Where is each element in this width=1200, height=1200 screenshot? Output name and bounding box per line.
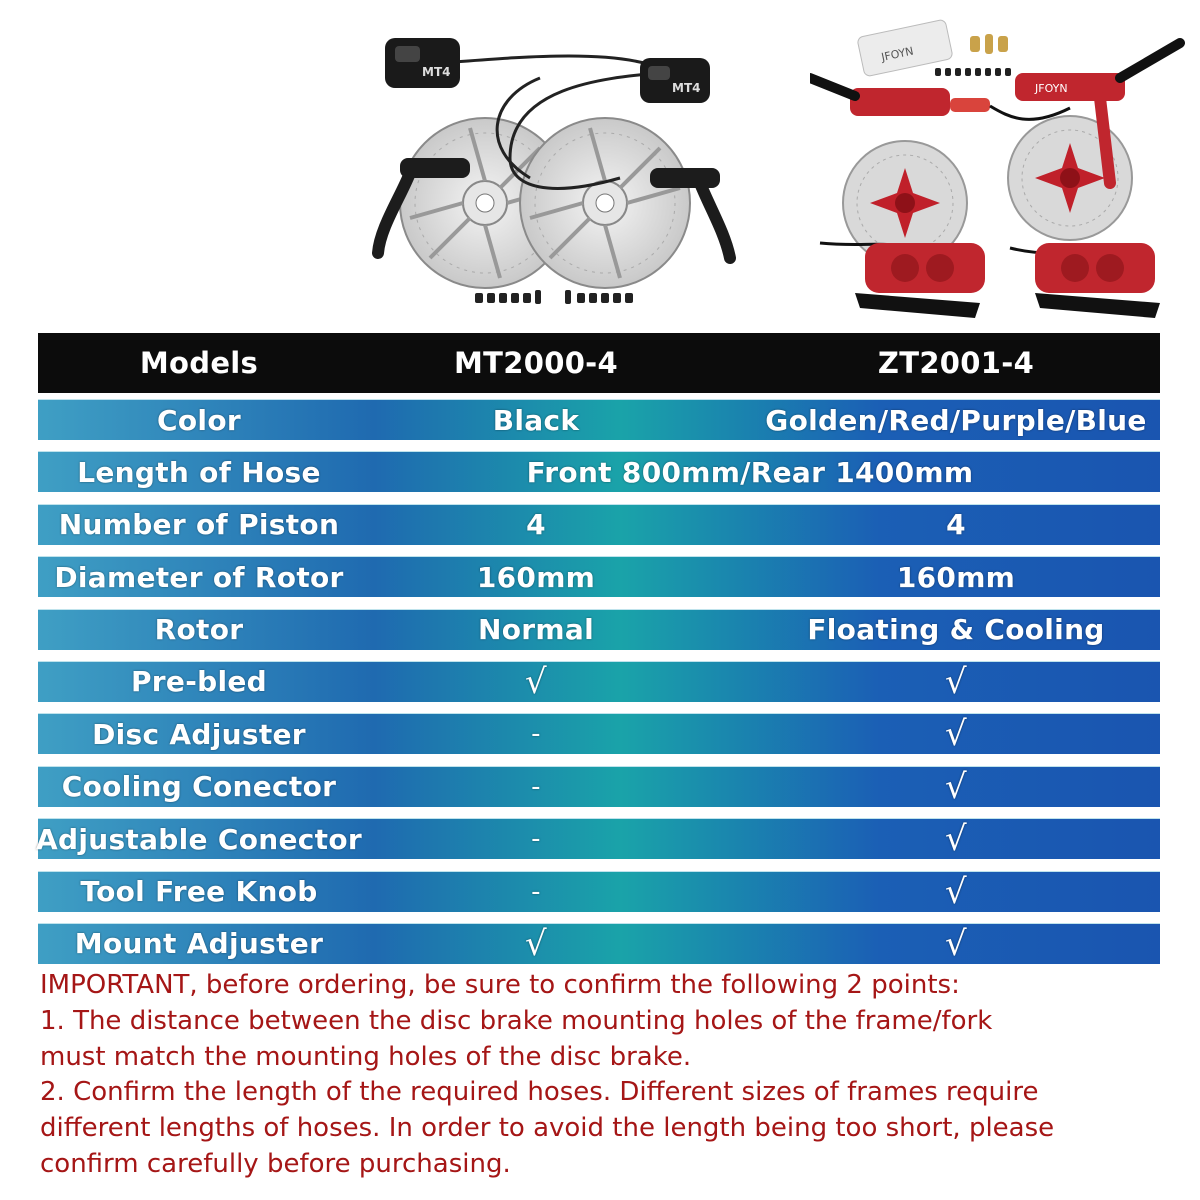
check-mark-icon: √ — [945, 871, 967, 912]
row-label: Rotor — [154, 613, 244, 647]
row-value-span: Front 800mm/Rear 1400mm — [526, 455, 974, 489]
row-value-a: Black — [492, 403, 580, 437]
check-mark-icon: √ — [525, 661, 547, 702]
row-label: Pre-bled — [130, 665, 267, 699]
dash-mark: - — [531, 719, 541, 750]
note-line: confirm carefully before purchasing. — [40, 1148, 511, 1179]
table-row — [38, 818, 1160, 859]
caliper-icon — [385, 38, 460, 88]
svg-text:MT4: MT4 — [672, 81, 701, 95]
header-model-a: MT2000-4 — [454, 346, 618, 380]
row-value-b: Golden/Red/Purple/Blue — [765, 403, 1147, 437]
note-line: IMPORTANT, before ordering, be sure to confirm the following 2 points: — [40, 970, 960, 1000]
table-row — [38, 399, 1160, 440]
row-value-a: 160mm — [476, 560, 596, 594]
row-value-b: Floating & Cooling — [807, 613, 1105, 647]
table-row — [38, 871, 1160, 912]
table-row — [38, 923, 1160, 964]
rotor-right-icon — [520, 118, 690, 288]
row-value-a: 4 — [526, 508, 546, 542]
caliper-icon — [855, 243, 985, 318]
table-row — [38, 661, 1160, 702]
bolts-icon — [475, 290, 633, 304]
important-note — [40, 968, 1170, 1183]
red-brake-set-image — [810, 18, 1185, 328]
dash-mark: - — [531, 824, 541, 855]
spec-table — [38, 333, 1160, 975]
row-label: Mount Adjuster — [74, 927, 324, 961]
note-line: 1. The distance between the disc brake mounting holes of the frame/fork — [40, 1005, 993, 1036]
row-value-b: 4 — [946, 508, 966, 542]
table-row — [38, 504, 1160, 545]
row-label: Number of Piston — [58, 508, 340, 542]
gold-fittings-icon — [970, 34, 1008, 54]
svg-text:JFOYN: JFOYN — [1035, 82, 1068, 95]
row-label: Tool Free Knob — [80, 875, 318, 909]
check-mark-icon: √ — [525, 923, 547, 964]
note-line: 2. Confirm the length of the required hoses. Different sizes of frames require — [40, 1077, 1039, 1108]
black-brake-set-image — [360, 18, 740, 318]
table-header-row — [38, 333, 1160, 393]
check-mark-icon: √ — [945, 923, 967, 964]
row-label: Diameter of Rotor — [54, 560, 344, 594]
table-row — [38, 556, 1160, 597]
row-label: Disc Adjuster — [92, 717, 306, 751]
table-row — [38, 609, 1160, 650]
row-label: Cooling Conector — [61, 770, 337, 804]
header-model-b: ZT2001-4 — [877, 346, 1035, 380]
caliper-icon — [640, 58, 710, 103]
row-label: Length of Hose — [77, 455, 321, 489]
svg-text:JFOYN: JFOYN — [880, 44, 915, 64]
row-label: Adjustable Conector — [36, 822, 363, 856]
check-mark-icon: √ — [945, 766, 967, 807]
header-label: Models — [139, 346, 259, 380]
dash-mark: - — [531, 771, 541, 802]
row-value-b: 160mm — [896, 560, 1016, 594]
note-line: must match the mounting holes of the disc brake. — [40, 1041, 692, 1072]
table-row — [38, 766, 1160, 807]
bolts-icon — [935, 68, 1011, 76]
table-row — [38, 451, 1160, 492]
brake-lever-icon — [810, 78, 990, 116]
check-mark-icon: √ — [945, 714, 967, 755]
check-mark-icon: √ — [945, 819, 967, 860]
table-row — [38, 713, 1160, 754]
note-line: different lengths of hoses. In order to avoid the length being too short, please — [40, 1113, 1055, 1144]
row-label: Color — [157, 403, 241, 437]
row-value-a: Normal — [478, 613, 594, 647]
caliper-icon — [1035, 243, 1160, 318]
svg-text:MT4: MT4 — [422, 65, 451, 79]
check-mark-icon: √ — [945, 661, 967, 702]
dash-mark: - — [531, 876, 541, 907]
